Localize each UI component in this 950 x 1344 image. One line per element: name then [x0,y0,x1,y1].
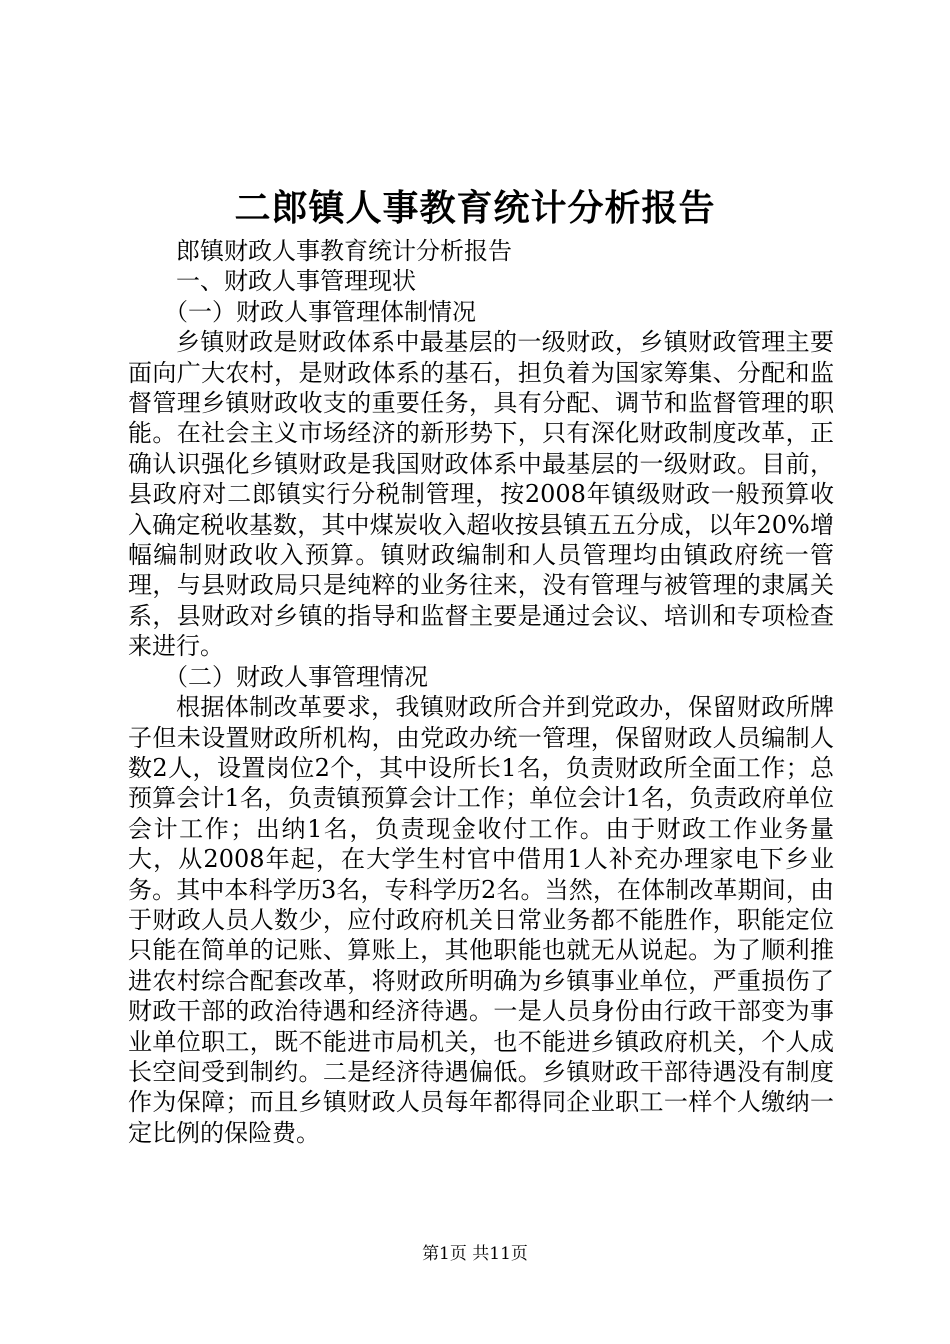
document-title: 二郎镇人事教育统计分析报告 [234,187,716,229]
subsection-heading-2: （二）财政人事管理情况 [164,662,428,691]
body-paragraph-2: 根据体制改革要求，我镇财政所合并到党政办，保留财政所牌子但未设置财政所机构，由党政办统一管理，保留财政人员编制人数2人，设置岗位2个，其中设所长1名，负责财政所全面工作；总预算会计1名，负责镇预算会计工作；单位会计1名，负责政府单位会计工作；出纳1名，负责现金收付工作。由于财政工作业务量大，从2008年起，在大学生村官中借用1人补充办理家电下乡业务。其中本科学历3名，专科学历2名。当然，在体制改革期间，由于财政人员人数少，应付政府机关日常业务都不能胜作，职能定位只能在简单的记账、算账上，其他职能也就无从说起。为了顺利推进农村综合配套改革，将财政所明确为乡镇事业单位，严重损伤了财政干部的政治待遇和经济待遇。一是人员身份由行政干部变为事业单位职工，既不能进市局机关，也不能进乡镇政府机关，个人成长空间受到制约。二是经济待遇偏低。乡镇财政干部待遇没有制度作为保障；而且乡镇财政人员每年都得同企业职工一样个人缴纳一定比例的保险费。 [128,693,834,1147]
body-paragraph-1: 乡镇财政是财政体系中最基层的一级财政，乡镇财政管理主要面向广大农村，是财政体系的基石，担负着为国家筹集、分配和监督管理乡镇财政收支的重要任务，具有分配、调节和监督管理的职能。在社会主义市场经济的新形势下，只有深化财政制度改革，正确认识强化乡镇财政是我国财政体系中最基层的一级财政。目前，县政府对二郎镇实行分税制管理，按2008年镇级财政一般预算收入确定税收基数，其中煤炭收入超收按县镇五五分成，以年20%增幅编制财政收入预算。镇财政编制和人员管理均由镇政府统一管理，与县财政局只是纯粹的业务往来，没有管理与被管理的隶属关系，县财政对乡镇的指导和监督主要是通过会议、培训和专项检查来进行。 [128,328,834,661]
document-body [128,236,834,1148]
subsection-heading-1: （一）财政人事管理体制情况 [164,297,476,326]
page-footer: 第1页 共11页 [422,1244,528,1264]
section-heading-1: 一、财政人事管理现状 [176,267,416,296]
subtitle-paragraph: 郎镇财政人事教育统计分析报告 [176,237,512,265]
